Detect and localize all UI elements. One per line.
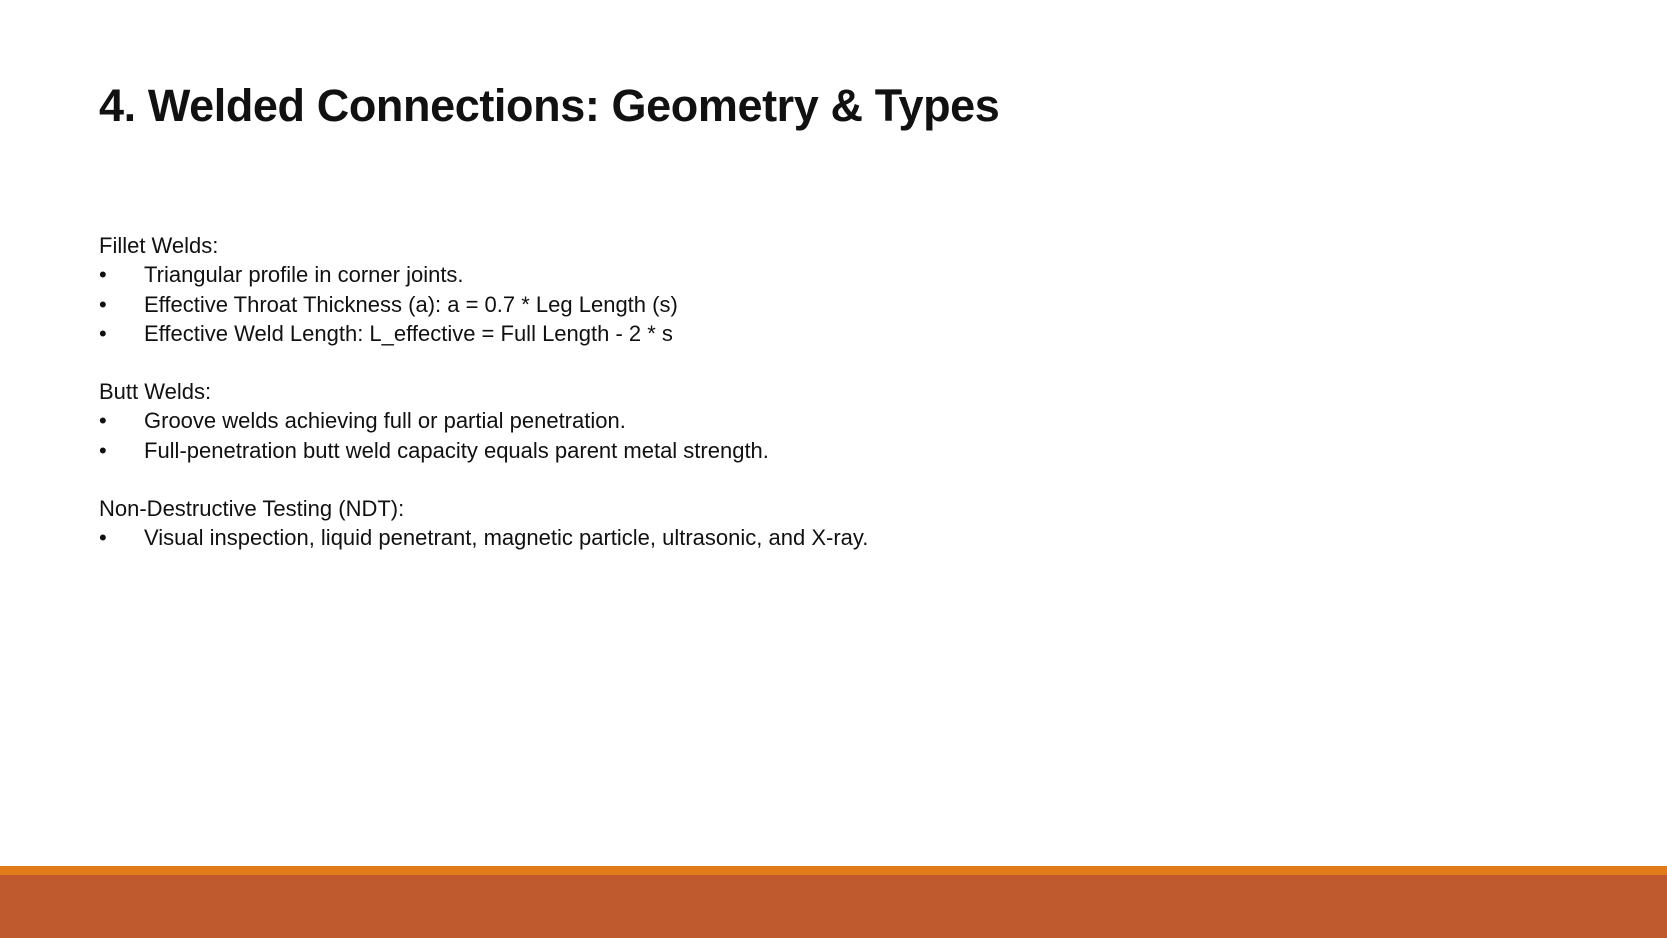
section-heading: Non-Destructive Testing (NDT):	[99, 496, 405, 522]
list-item	[99, 523, 1399, 552]
section-fillet-welds	[99, 231, 1399, 348]
bullet-text: Triangular profile in corner joints.	[144, 262, 464, 288]
bullet-list	[99, 406, 1399, 465]
bullet-text: Groove welds achieving full or partial penetration.	[144, 408, 626, 434]
list-item	[99, 319, 1399, 348]
bullet-icon: •	[99, 525, 107, 551]
bullet-icon: •	[99, 262, 107, 288]
list-item	[99, 260, 1399, 289]
bullet-list	[99, 523, 1399, 552]
section-ndt	[99, 494, 1399, 553]
footer-accent-bar	[0, 866, 1667, 875]
slide-body	[99, 231, 1399, 582]
bullet-icon: •	[99, 291, 107, 317]
list-item	[99, 406, 1399, 435]
bullet-icon: •	[99, 320, 107, 346]
bullet-list	[99, 260, 1399, 348]
bullet-text: Visual inspection, liquid penetrant, magnetic particle, ultrasonic, and X-ray.	[144, 525, 869, 551]
bullet-text: Full-penetration butt weld capacity equals parent metal strength.	[144, 437, 769, 463]
list-item	[99, 290, 1399, 319]
bullet-text: Effective Weld Length: L_effective = Full Length - 2 * s	[144, 320, 673, 346]
section-butt-welds	[99, 377, 1399, 465]
footer-bar	[0, 875, 1667, 938]
bullet-icon: •	[99, 408, 107, 434]
section-heading: Butt Welds:	[99, 379, 212, 405]
bullet-text: Effective Throat Thickness (a): a = 0.7 * Leg Length (s)	[144, 291, 678, 317]
list-item	[99, 436, 1399, 465]
section-heading: Fillet Welds:	[99, 233, 219, 258]
bullet-icon: •	[99, 437, 107, 463]
slide-title: 4. Welded Connections: Geometry & Types	[99, 80, 1000, 131]
